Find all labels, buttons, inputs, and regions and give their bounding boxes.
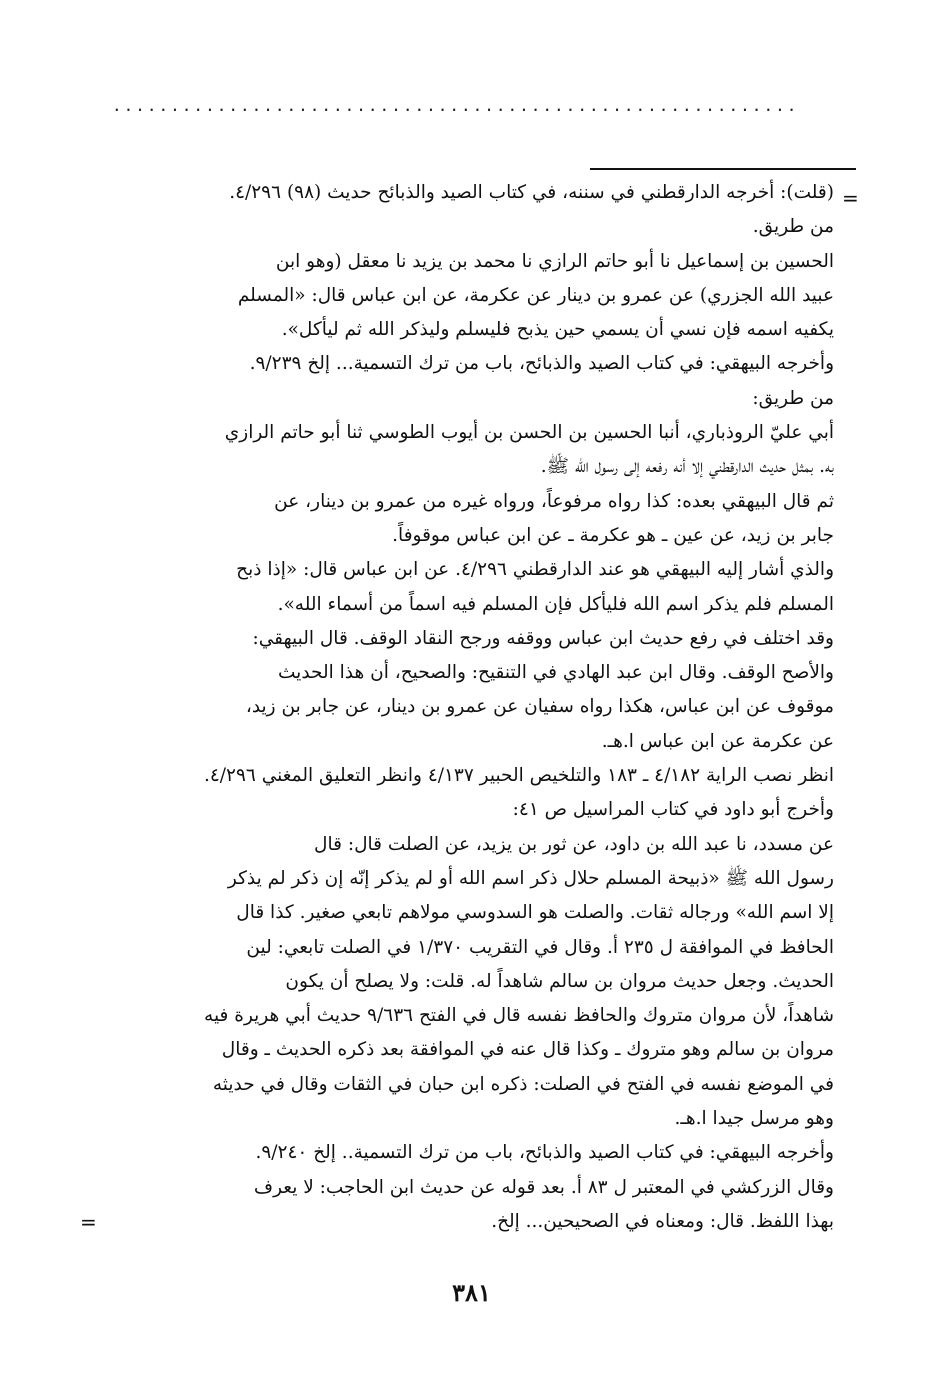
footnote-line: وأخرجه البيهقي: في كتاب الصيد والذبائح، باب من ترك التسمية... إلخ ٩/٢٣٩.	[249, 353, 834, 375]
footnote-line: والأصح الوقف. وقال ابن عبد الهادي في التنقيح: والصحيح، أن هذا الحديث	[278, 662, 834, 684]
footnote-line: الحديث. وجعل حديث مروان بن سالم شاهداً له. قلت: ولا يصلح أن يكون	[285, 970, 834, 992]
footnote-line: في الموضع نفسه في الفتح في الصلت: ذكره ابن حبان في الثقات وقال في حديثه	[212, 1073, 834, 1095]
footnote-line: من طريق:	[752, 387, 834, 409]
footnote-line: والذي أشار إليه البيهقي هو عند الدارقطني ٤/٢٩٦. عن ابن عباس قال: «إذا ذبح	[236, 559, 834, 581]
footnote-line: المسلم فلم يذكر اسم الله فليأكل فإن المسلم فيه اسماً من أسماء الله».	[277, 593, 834, 615]
footnote-line: وقال الزركشي في المعتبر ل ٨٣ أ. بعد قوله عن حديث ابن الحاجب: لا يعرف	[253, 1176, 834, 1198]
footnote-line: جابر بن زيد، عن عين ـ هو عكرمة ـ عن ابن عباس موقوفاً.	[392, 524, 834, 546]
footnote-separator-rule	[590, 168, 856, 170]
footnote-line: مروان بن سالم وهو متروك ـ وكذا قال عنه في الموافقة بعد ذكره الحديث ـ وقال	[221, 1039, 834, 1061]
continuation-mark-top: =	[842, 186, 859, 210]
dot-leader: ...........................................................	[112, 96, 799, 115]
footnote-line: رسول الله ﷺ «ذبيحة المسلم حلال ذكر اسم الله أو لم يذكر إنّه إن ذكر لم يذكر	[227, 867, 834, 889]
footnote-line: إلا اسم الله» ورجاله ثقات. والصلت هو السدوسي مولاهم تابعي صغير. كذا قال	[236, 902, 834, 924]
page-number: ٣٨١	[452, 1278, 491, 1307]
footnote-line: الحافظ في الموافقة ل ٢٣٥ أ. وقال في التقريب ١/٣٧٠ في الصلت تابعي: لين	[246, 936, 834, 958]
footnote-line: موقوف عن ابن عباس، هكذا رواه سفيان عن عمرو بن دينار، عن جابر بن زيد،	[245, 696, 834, 718]
footnote-line: عبيد الله الجزري) عن عمرو بن دينار عن عكرمة، عن ابن عباس قال: «المسلم	[237, 284, 834, 306]
footnote-line: ثم قال البيهقي بعده: كذا رواه مرفوعاً، ورواه غيره من عمرو بن دينار، عن	[274, 490, 834, 512]
footnote-line: به. بمثل حديث الدارقطني إلا أنه رفعه إلى رسول الله ﷺ.	[540, 456, 834, 478]
footnote-line: عن مسدد، نا عبد الله بن داود، عن ثور بن يزيد، عن الصلت قال: قال	[314, 833, 834, 855]
footnote-line: (قلت): أخرجه الدارقطني في سننه، في كتاب الصيد والذبائح حديث (٩٨) ٤/٢٩٦.	[229, 182, 834, 203]
footnote-line: عن عكرمة عن ابن عباس ا.هـ.	[601, 730, 834, 752]
footnote-line: وهو مرسل جيدا ا.هـ.	[674, 1108, 834, 1130]
footnote-line: شاهداً، لأن مروان متروك والحافظ نفسه قال في الفتح ٩/٦٣٦ حديث أبي هريرة فيه	[204, 1005, 834, 1027]
footnote-line: يكفيه اسمه فإن نسي أن يسمي حين يذبح فليسلم وليذكر الله ثم ليأكل».	[281, 319, 834, 341]
footnote-line: أبي عليّ الروذباري، أنبا الحسين بن الحسن بن أيوب الطوسي ثنا أبو حاتم الرازي	[224, 422, 834, 444]
footnote-line: الحسين بن إسماعيل نا أبو حاتم الرازي نا محمد بن يزيد نا معقل (وهو ابن	[275, 250, 834, 272]
footnote-line: بهذا اللفظ. قال: ومعناه في الصحيحين... إلخ.	[491, 1210, 834, 1232]
footnote-line: وأخرجه البيهقي: في كتاب الصيد والذبائح، باب من ترك التسمية.. إلخ ٩/٢٤٠.	[255, 1142, 834, 1164]
footnote-line: وقد اختلف في رفع حديث ابن عباس ووقفه ورجح النقاد الوقف. قال البيهقي:	[252, 627, 834, 649]
footnote-line: انظر نصب الراية ٤/١٨٢ ـ ١٨٣ والتلخيص الحبير ٤/١٣٧ وانظر التعليق المغني ٤/٢٩٦.	[203, 765, 834, 787]
continuation-mark-bottom: =	[80, 1210, 97, 1234]
footnote-text	[102, 176, 834, 1239]
footnote-line: وأخرج أبو داود في كتاب المراسيل ص ٤١:	[512, 799, 834, 821]
footnote-line: من طريق.	[752, 216, 834, 238]
